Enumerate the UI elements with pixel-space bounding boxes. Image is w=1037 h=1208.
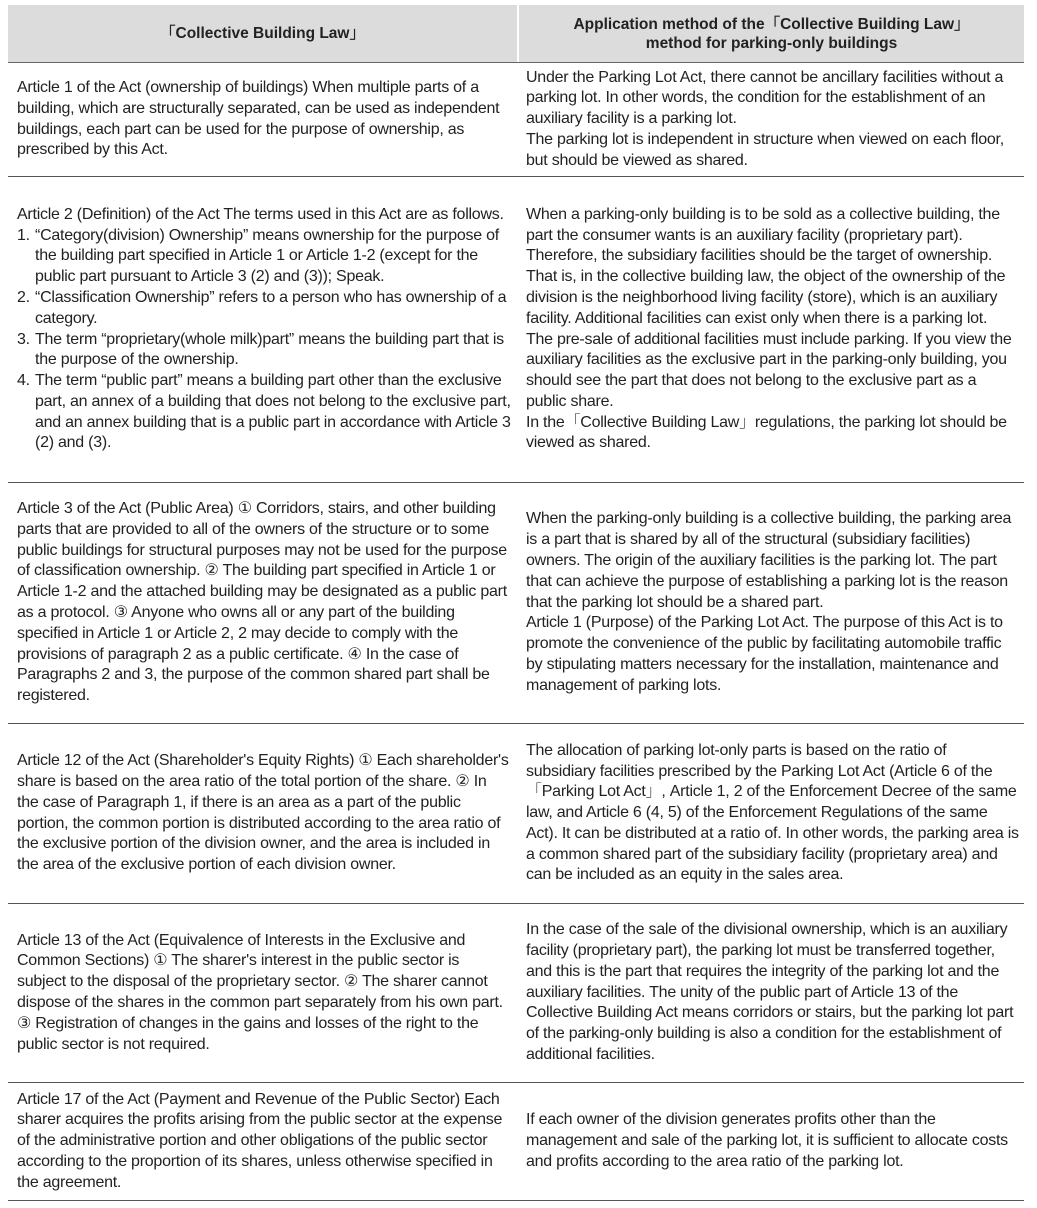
table-header bbox=[8, 5, 1024, 63]
application-cell bbox=[517, 177, 1024, 482]
item-text: The term “public part” means a building part other than the exclusive part, an annex of a building that does not belong to the exclusive part, and an annex building that is a public part in accordance with Article 3 (2) and (3). bbox=[35, 372, 511, 452]
law-cell bbox=[8, 724, 517, 903]
table-row-article-1 bbox=[8, 63, 1024, 177]
law-cell bbox=[8, 904, 517, 1082]
law-cell bbox=[8, 177, 517, 482]
table-row-article-12 bbox=[8, 724, 1024, 904]
header-col2-line1: Application method of the「Collective Building Law」 bbox=[573, 15, 970, 33]
header-col2-text bbox=[573, 15, 969, 53]
law-cell bbox=[8, 483, 517, 723]
application-text: If each owner of the division generates profits other than the management and sale of the parking lot, it is sufficient to allocate costs and profits according to the area ratio of the parking lot. bbox=[526, 1111, 1008, 1170]
table-row-article-3 bbox=[8, 483, 1024, 724]
application-text: The allocation of parking lot-only parts is based on the ratio of subsidiary facilities prescribed by the Parking Lot Act (Article 6 of the「Parking Lot Act」, Article 1, 2 of the Enforcement Decree of the same law, and Article 6 (4, 5) of the Enforcement Regulations of the same Act). It can be distributed at a ratio of. In other words, the parking area is a common shared part of the subsidiary facility (proprietary area) and can be included as an equity in the sales area. bbox=[526, 741, 1019, 884]
law-text: Article 12 of the Act (Shareholder's Equity Rights) ① Each shareholder's share is based on the area ratio of the total portion of the share. ② In the case of Paragraph 1, if there is an area as a part of the public portion, the common portion is distributed according to the area ratio of the exclusive portion of the division owner, and the area is included in the area of the exclusive portion of each division owner. bbox=[17, 752, 509, 874]
header-application-method bbox=[517, 5, 1024, 62]
item-text: “Classification Ownership” refers to a person who has ownership of a category. bbox=[35, 288, 507, 327]
item-number: 4. bbox=[17, 372, 30, 390]
definition-item bbox=[17, 288, 511, 330]
application-text: In the「Collective Building Law」regulations, the parking lot should be viewed as shared. bbox=[526, 413, 1007, 452]
comparison-table bbox=[8, 5, 1024, 1201]
header-col1-text: 「Collective Building Law」 bbox=[160, 25, 365, 42]
header-collective-building-law bbox=[8, 5, 517, 62]
application-cell bbox=[517, 904, 1024, 1082]
definition-item bbox=[17, 330, 511, 372]
definition-item bbox=[17, 226, 511, 288]
application-text: In the case of the sale of the divisional ownership, which is an auxiliary facility (proprietary part), the parking lot must be transferred together, and this is the part that requires the integrity of the parking lot and the auxiliary facilities. The unity of the public part of Article 13 of the Collective Building Act means corridors or stairs, but the parking lot part of the parking-only building is also a condition for the establishment of additional facilities. bbox=[526, 921, 1014, 1063]
application-text: The parking lot is independent in structure when viewed on each floor, but should be viewed as shared. bbox=[526, 130, 1004, 169]
table-row-article-17 bbox=[8, 1083, 1024, 1201]
definition-item bbox=[17, 371, 511, 454]
application-cell bbox=[517, 483, 1024, 723]
table-row-article-13 bbox=[8, 904, 1024, 1083]
law-cell bbox=[8, 1083, 517, 1200]
item-number: 2. bbox=[17, 288, 30, 306]
application-cell bbox=[517, 1083, 1024, 1200]
law-cell bbox=[8, 63, 517, 176]
item-text: “Category(division) Ownership” means ownership for the purpose of the building part specified in Article 1 or Article 1-2 (except for the public part pursuant to Article 3 (2) and (3)); Speak. bbox=[35, 226, 499, 286]
application-text: Under the Parking Lot Act, there cannot be ancillary facilities without a parking lot. In other words, the condition for the establishment of an auxiliary facility is a parking lot. bbox=[526, 68, 1004, 128]
application-text: When a parking-only building is to be sold as a collective building, the part the consumer wants is an auxiliary facility (proprietary part). bbox=[526, 205, 1000, 244]
law-intro-text: Article 2 (Definition) of the Act The terms used in this Act are as follows. bbox=[17, 205, 504, 223]
application-text: When the parking-only building is a collective building, the parking area is a part that is shared by all of the structural (subsidiary facilities) owners. The origin of the auxiliary facilities is the parking lot. The part that can achieve the purpose of establishing a parking lot is the reason that the parking lot should be a shared part. bbox=[526, 510, 1012, 611]
table-row-article-2 bbox=[8, 177, 1024, 483]
law-text: Article 1 of the Act (ownership of buildings) When multiple parts of a building, which are structurally separated, can be used as independent buildings, each part can be used for the purpose of ownership, as prescribed by this Act. bbox=[17, 78, 500, 159]
application-text: The pre-sale of additional facilities must include parking. If you view the auxiliary facilities as the exclusive part in the parking-only building, you should see the part that does not belong to the exclusive part as a public share. bbox=[526, 330, 1012, 410]
application-cell bbox=[517, 724, 1024, 903]
law-text: Article 17 of the Act (Payment and Revenue of the Public Sector) Each sharer acquires the profits arising from the public sector at the expense of the administrative portion and other obligations of the public sector according to the proportion of its shares, unless otherwise specified in the agreement. bbox=[17, 1090, 503, 1191]
item-number: 3. bbox=[17, 330, 30, 348]
item-number: 1. bbox=[17, 226, 30, 244]
header-col2-line2: method for parking-only buildings bbox=[645, 34, 898, 52]
law-text: Article 13 of the Act (Equivalence of Interests in the Exclusive and Common Sections) ① The sharer's interest in the public sector is subject to the disposal of the proprietary sector. ② The sharer cannot dispose of the shares in the common part separately from his own part. ③ Registration of changes in the gains and losses of the right to the public sector is not required. bbox=[17, 931, 503, 1053]
application-cell bbox=[517, 63, 1024, 176]
application-text: Article 1 (Purpose) of the Parking Lot Act. The purpose of this Act is to promote the convenience of the public by facilitating automobile traffic by stipulating matters necessary for the installation, maintenance and management of parking lots. bbox=[526, 614, 1003, 694]
law-text: Article 3 of the Act (Public Area) ① Corridors, stairs, and other building parts that are provided to all of the owners of the structure or to some public buildings for structural purposes may not be used for the purpose of classification ownership. ② The building part specified in Article 1 or Article 1-2 and the attached building may be designated as a public part as a protocol. ③ Anyone who owns all or any part of the building specified in Article 1 or Article 2, 2 may decide to comply with the provisions of paragraph 2 as a public certificate. ④ In the case of Paragraphs 2 and 3, the purpose of the common shared part shall be registered. bbox=[17, 500, 507, 705]
application-text: Therefore, the subsidiary facilities should be the target of ownership. That is, in the collective building law, the object of the ownership of the division is the neighborhood living facility (store), which is an auxiliary facility. Additional facilities can exist only when there is a parking lot. bbox=[526, 247, 1006, 327]
item-text: The term “proprietary(whole milk)part” means the building part that is the purpose of the ownership. bbox=[35, 330, 504, 369]
